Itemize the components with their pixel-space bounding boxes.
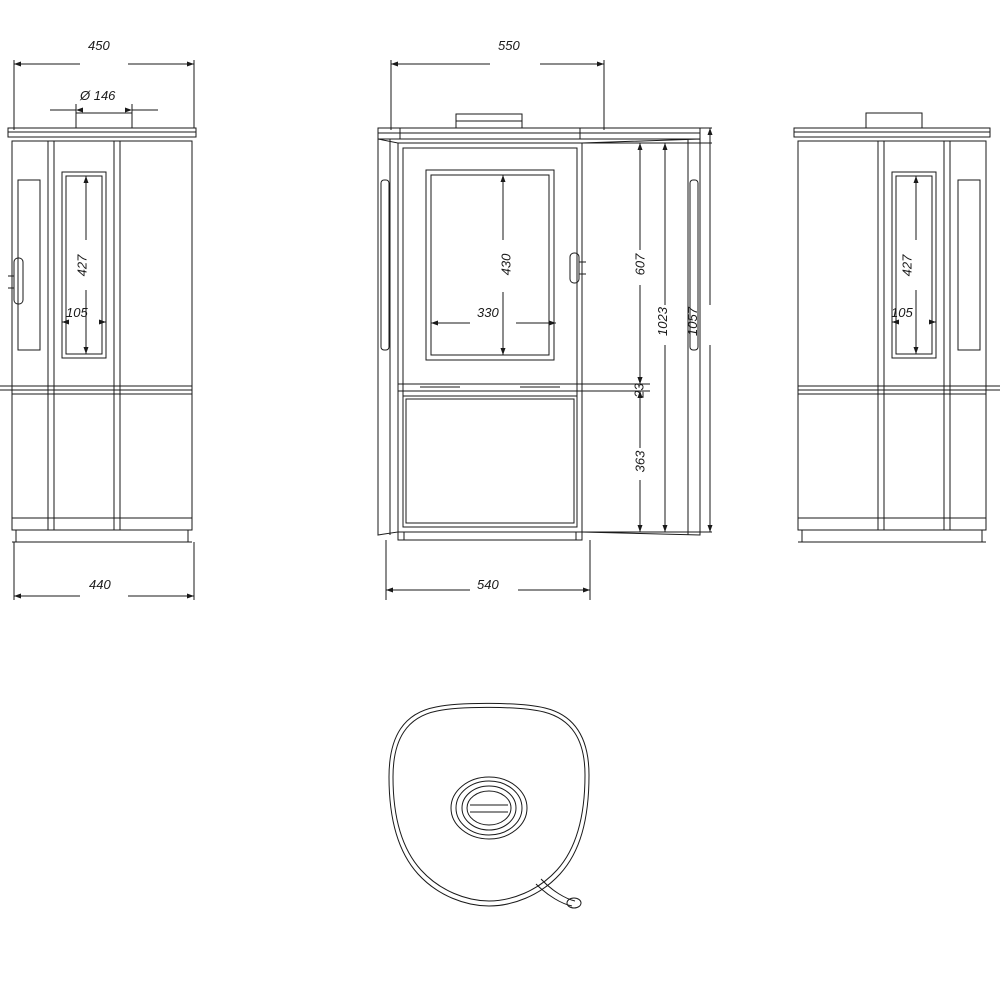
dimension-label-450: 450 — [88, 38, 110, 53]
dimension-label-607: 607 — [632, 253, 648, 276]
dimension-label-105-left: 105 — [66, 305, 88, 320]
left-side-view — [0, 60, 196, 600]
dimension-label-430: 430 — [498, 253, 514, 276]
dimension-label-1057: 1057 — [684, 307, 700, 336]
dimension-label-427-right: 427 — [899, 254, 915, 277]
dimension-label-105-right: 105 — [891, 305, 913, 320]
dimension-label-440: 440 — [89, 577, 111, 592]
top-view — [389, 703, 589, 908]
dimension-label-diameter-146: Ø 146 — [80, 88, 116, 103]
dimension-label-330: 330 — [477, 305, 499, 320]
dimension-label-1023: 1023 — [654, 307, 670, 336]
dimension-label-550: 550 — [498, 38, 520, 53]
dimension-label-540: 540 — [477, 577, 499, 592]
dimension-label-23: 23 — [631, 383, 647, 398]
dimension-label-427-left: 427 — [74, 254, 90, 277]
right-side-view — [794, 113, 1000, 542]
dimension-label-363: 363 — [632, 450, 648, 473]
